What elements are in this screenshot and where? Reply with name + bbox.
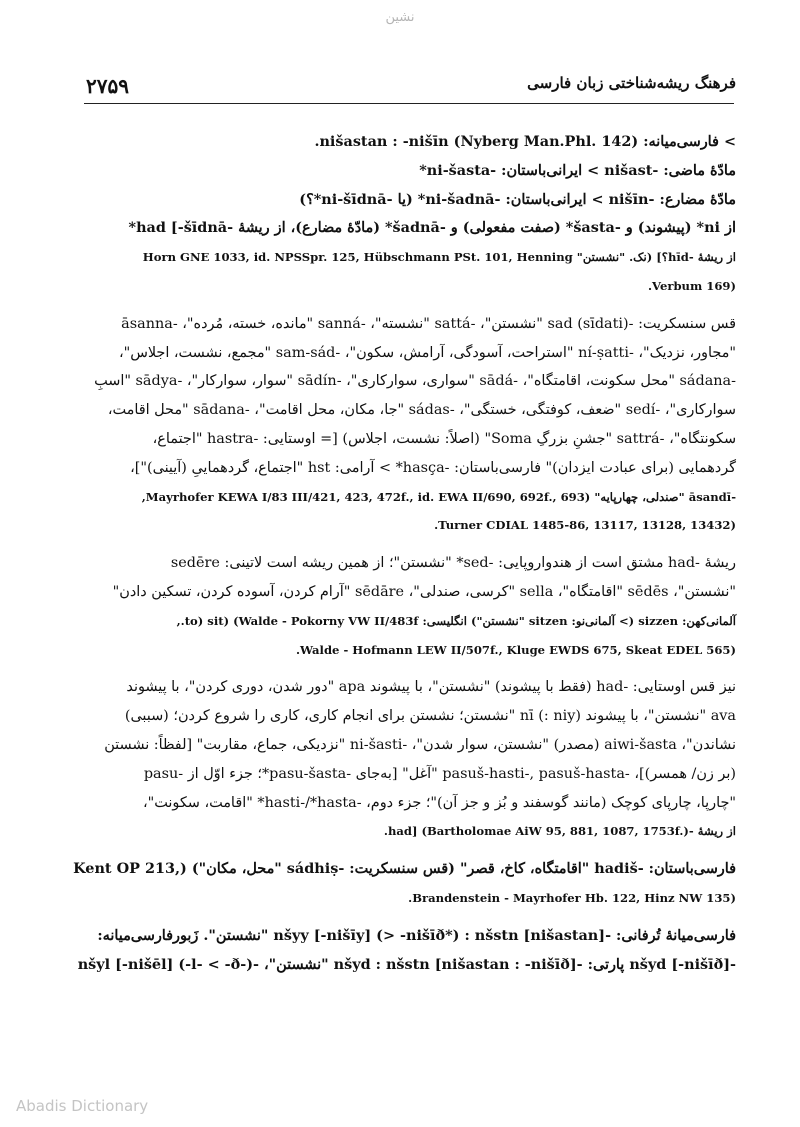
header-rule: [84, 103, 734, 104]
text-line: فارسی‌میانهٔ تُرفانی: -nšyy [-nišīy] (> -nišīð*) : nšstn [nišastan] "نشستن". زَبورفارسی‌میانه:: [97, 926, 736, 944]
text-line: فارسی‌باستان: -hadiš "اقامتگاه، کاخ، قصر" (قس سنسکریت: -sádhiṣ "محل، مکان") (,Kent OP 213: [73, 860, 736, 878]
reference-line: آلمانی‌کهن: sizzen (> آلمانی‌نو: sitzen "نشستن") انگلیسی: to) sit) (Walde - Pokorny VW II/483f.,: [176, 613, 736, 628]
text-line: گردهمایی (برای عبادت ایزدان)" فارسی‌باستان: -hasça* > آرامی: hst "اجتماع، گردهماییِ (آیینی)"]،: [130, 459, 736, 476]
text-line: قس سنسکریت: -sad (sīdati) "نشستن"، -sattá "نشسته"، -sanná "مانده، خسته، مُرده"، -āsanna: [121, 315, 736, 332]
running-title: فرهنگ ریشه‌شناختی زبان فارسی: [527, 74, 736, 92]
text-line: "نشستن"، sēdēs "اقامتگاه"، sella "کرسی، صندلی"، sēdāre "آرام کردن، آسوده کردن، تسکین دادن": [112, 583, 736, 600]
paragraph-gap: [86, 540, 736, 549]
reference-line: (Turner CDIAL 1485-86, 13117, 13128, 13432.: [434, 518, 736, 533]
text-line: نیز قس اوستایی: -had (فقط با پیشوند) "نشستن"، با پیشوند apa "دور شدن، دوری کردن"، با پیشوند: [126, 679, 736, 696]
text-line: سوارکاری"، -sedí "ضعف، کوفتگی، خستگی"، -sádas "جا، مکان، محل اقامت"، -sādana "محل اقامت،: [107, 402, 736, 419]
reference-line: (Brandenstein - Mayrhofer Hb. 122, Hinz NW 135.: [408, 890, 736, 905]
reference-line: (Walde - Hofmann LEW II/507f., Kluge EWDS 675, Skeat EDEL 565.: [295, 642, 736, 657]
text-line: -nšyd [-nišīð] پارتی: -nšyd : nšstn [nišastan : -nišīð] "نشستن"، -nšyl [-nišēl] (-l- < -ð-): [77, 955, 736, 973]
text-line: > فارسی‌میانه: nišastan : -nišīn (Nyberg Man.Phl. 142).: [314, 133, 736, 150]
text-line: از ni* (پیشوند) و -šasta* (صفت مفعولی) و -šadnā* (مادّهٔ مضارع)، از ریشهٔ -had [-šīdnā*: [128, 219, 736, 237]
paragraph-gap: [86, 846, 736, 855]
page-number: ۲۷۵۹: [86, 74, 129, 98]
text-line: سکونتگاه"، -sattrá "جشنِ بزرگِ Soma" (اصلاً: نشست، اجلاس) [= اوستایی: -hastra "اجتماع،: [152, 430, 736, 447]
text-line: (بر زن/ همسر)]، -pasuš-hasti-, pasuš-hasta "آغل" [به‌جای -pasu-šasta*؛ جزء اوّل از -pasu: [143, 765, 736, 782]
text-line: مادّهٔ مضارع: -nišīn > ایرانی‌باستان: -ni-šadnā* (یا -ni-šīdnā*؟): [299, 190, 736, 208]
text-line: "چارپا، چارپای کوچک (مانند گوسفند و بُز و جز آن)"؛ جزء دوم، -hasti-/*hasta* "اقامت، سکونت"،: [143, 794, 736, 811]
text-line: -sádana "محل سکونت، اقامتگاه"، -sādá "سواری، سوارکاری"، -sādín "سوار، سوارکار"، -sādya "اسبِ: [94, 373, 736, 390]
reference-line: از ریشهٔ -hīd؟] (نک. "نشستن" Horn GNE 1033, id. NPSSpr. 125, Hübschmann PSt. 101, Henning: [142, 250, 736, 265]
text-line: "مجاور، نزدیک"، -ní-ṣatti "استراحت، آسودگی، آرامش، سکون"، -sam-sád "مجمع، نشست، اجلاس"،: [119, 344, 736, 361]
bottom-watermark: Abadis Dictionary: [16, 1097, 149, 1115]
text-line: ava "نشستن"، با پیشوند nī (: niy) "نشستن؛ نشستن برای انجام کاری، کاری را شروع کردن؛ (سببی): [124, 708, 736, 725]
entry-body: [73, 128, 736, 979]
paragraph-gap: [86, 913, 736, 922]
reference-line: (Verbum 169.: [647, 278, 736, 293]
top-watermark: نشین: [385, 10, 415, 25]
text-line: مادّهٔ ماضی: -nišast > ایرانی‌باستان: -ni-šasta*: [419, 161, 736, 179]
text-line: ریشهٔ -had مشتق است از هندواروپایی: -sed* "نشستن"؛ از همین ریشه است لاتینی: sedēre: [170, 555, 736, 572]
reference-line: از ریشهٔ -had] (Bartholomae AiW 95, 881, 1087, 1753f.).: [383, 824, 736, 839]
text-line: نشاندن"، aiwi-šasta (مصدر) "نشستن، سوار شدن"، -ni-šasti "نزدیکی، جماع، مقاربت" [لفظاً: نشستن: [104, 736, 736, 753]
reference-line: -āsandī "صندلی، چهارپایه" (Mayrhofer KEWA I/83 III/421, 423, 472f., id. EWA II/690, 692f., 693,: [141, 489, 736, 504]
paragraph-gap: [86, 301, 736, 310]
paragraph-gap: [86, 664, 736, 673]
